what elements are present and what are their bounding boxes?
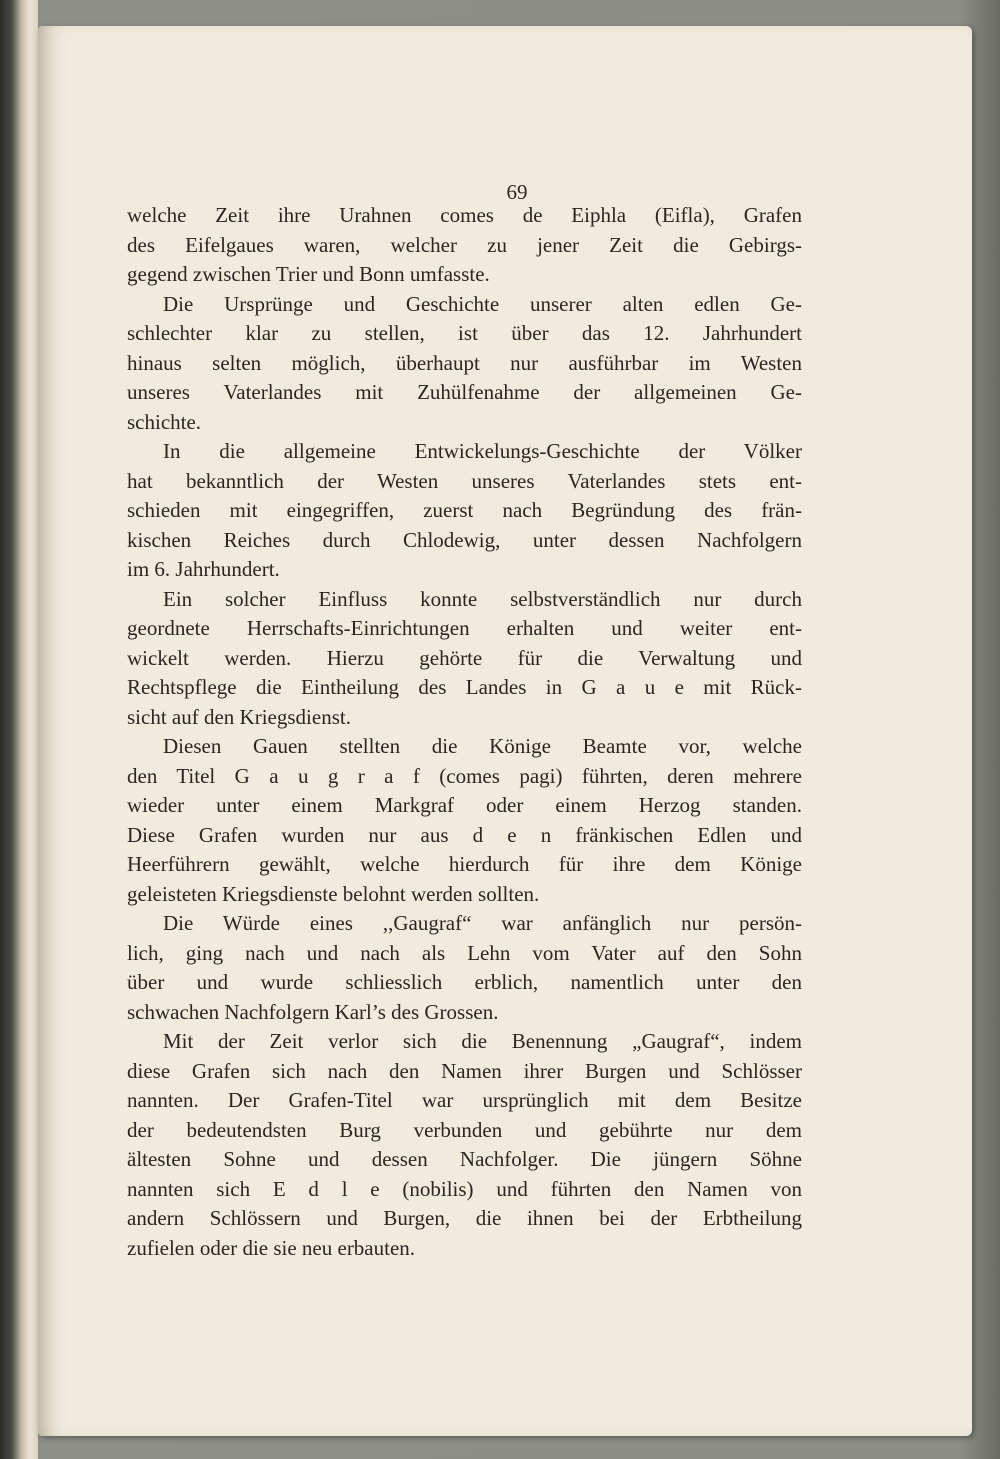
- text-line: diese Grafen sich nach den Namen ihrer Burgen und Schlösser: [127, 1058, 802, 1083]
- text-line: Diese Grafen wurden nur aus d e n fränkischen Edlen und: [127, 822, 802, 847]
- text-line: im 6. Jahrhundert.: [127, 557, 280, 581]
- text-line: kischen Reiches durch Chlodewig, unter dessen Nachfolgern: [127, 527, 802, 552]
- text-line: andern Schlössern und Burgen, die ihnen bei der Erbtheilung: [127, 1206, 802, 1230]
- text-line: Die Ursprünge und Geschichte unserer alten edlen Ge-: [163, 291, 802, 316]
- text-line: nannten sich E d l e (nobilis) und führten den Namen von: [127, 1176, 802, 1201]
- text-line: lich, ging nach und nach als Lehn vom Vater auf den Sohn: [127, 940, 802, 965]
- text-line: schlechter klar zu stellen, ist über das 12. Jahrhundert: [127, 321, 802, 345]
- page-number: 69: [506, 180, 528, 204]
- text-line: hinaus selten möglich, überhaupt nur ausführbar im Westen: [127, 350, 802, 375]
- text-line: Mit der Zeit verlor sich die Benennung „Gaugraf“, indem: [163, 1029, 802, 1053]
- text-line: schieden mit eingegriffen, zuerst nach Begründung des frän-: [127, 498, 802, 522]
- text-line: gegend zwischen Trier und Bonn umfasste.: [127, 262, 490, 286]
- text-line: ältesten Sohne und dessen Nachfolger. Die jüngern Söhne: [127, 1147, 802, 1171]
- text-line: nannten. Der Grafen-Titel war ursprünglich mit dem Besitze: [127, 1088, 802, 1112]
- text-line: schwachen Nachfolgern Karl’s des Grossen.: [127, 999, 499, 1024]
- text-line: Heerführern gewählt, welche hierdurch für ihre dem Könige: [127, 852, 802, 876]
- text-line: schichte.: [127, 409, 202, 434]
- text-line: über und wurde schliesslich erblich, namentlich unter den: [127, 970, 802, 994]
- text-line: der bedeutendsten Burg verbunden und gebührte nur dem: [127, 1117, 802, 1142]
- text-line: sicht auf den Kriegsdienst.: [127, 704, 351, 729]
- text-line: welche Zeit ihre Urahnen comes de Eiphla (Eifla), Grafen: [127, 203, 802, 227]
- text-line: des Eifelgaues waren, welcher zu jener Zeit die Gebirgs-: [127, 232, 802, 257]
- text-line: Rechtspflege die Eintheilung des Landes in G a u e mit Rück-: [127, 675, 802, 699]
- text-line: unseres Vaterlandes mit Zuhülfenahme der allgemeinen Ge-: [127, 380, 802, 404]
- text-line: den Titel G a u g r a f (comes pagi) führten, deren mehrere: [127, 763, 802, 788]
- text-line: geleisteten Kriegsdienste belohnt werden sollten.: [127, 881, 540, 906]
- text-line: hat bekanntlich der Westen unseres Vaterlandes stets ent-: [127, 468, 802, 493]
- book-spine-edge: [0, 0, 38, 1459]
- text-line: zufielen oder die sie neu erbauten.: [127, 1235, 416, 1260]
- text-line: In die allgemeine Entwickelungs-Geschichte der Völker: [163, 439, 802, 463]
- text-line: Diesen Gauen stellten die Könige Beamte vor, welche: [163, 734, 802, 758]
- text-line: Die Würde eines ,,Gaugraf“ war anfänglich nur persön-: [163, 911, 802, 935]
- text-line: wickelt werden. Hierzu gehörte für die Verwaltung und: [127, 645, 802, 670]
- text-line: Ein solcher Einfluss konnte selbstverständlich nur durch: [163, 586, 802, 611]
- text-line: geordnete Herrschafts-Einrichtungen erhalten und weiter ent-: [127, 616, 802, 640]
- page-body-text: [127, 201, 802, 1263]
- text-line: wieder unter einem Markgraf oder einem Herzog standen.: [127, 793, 802, 817]
